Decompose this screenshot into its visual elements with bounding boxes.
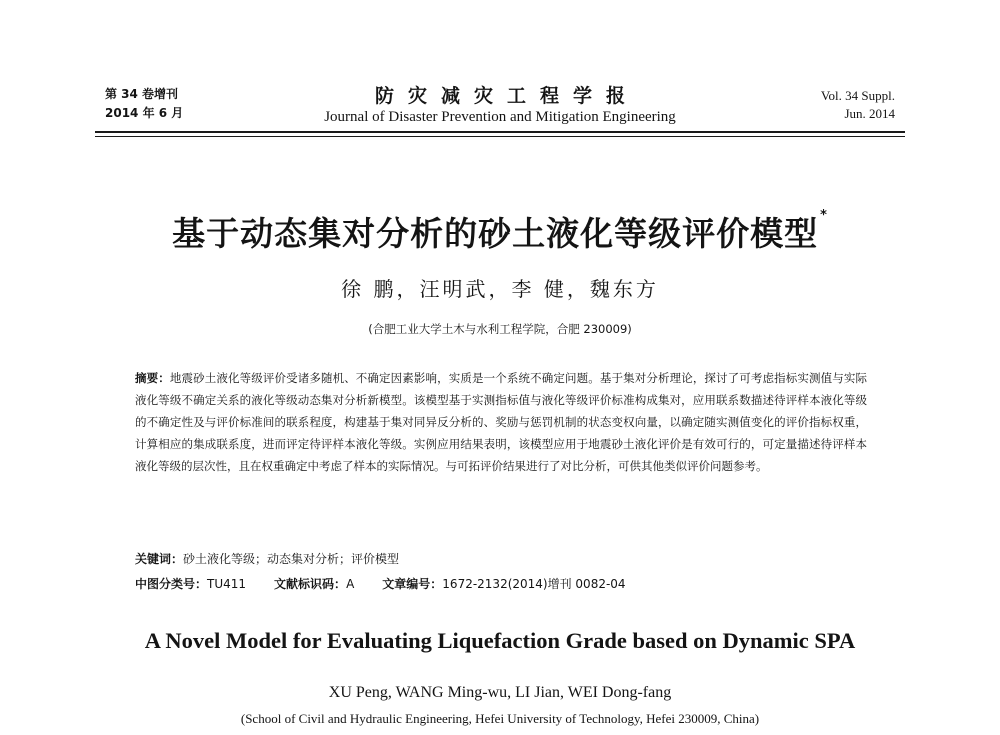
- keywords-text: 砂土液化等级；动态集对分析；评价模型: [183, 552, 400, 566]
- abstract-cn: [135, 367, 867, 477]
- journal-title-en: Journal of Disaster Prevention and Mitigation Engineering: [324, 109, 676, 125]
- journal-header: [105, 85, 895, 125]
- abstract-text: 地震砂土液化等级评价受诸多随机、不确定因素影响，实质是一个系统不确定问题。基于集对分析理论，探讨了可考虑指标实测值与实际液化等级不确定关系的液化等级动态集对分析新模型。该模型基于实测指标值与液化等级评价标准构成集对，应用联系数描述待评样本液化等级的不确定性及与评价标准间的联系程度，构建基于集对同异反分析的、奖励与惩罚机制的状态变权向量，以确定随实测值变化的评价指标权重，计算相应的集成联系度，进而评定待评样本液化等级。实例应用结果表明，该模型应用于地震砂土液化评价是有效可行的，可定量描述待评样本液化等级的层次性，且在权重确定中考虑了样本的实际情况。与可拓评价结果进行了对比分析，可供其他类似评价问题参考。: [135, 371, 868, 473]
- doc-code-label: 文献标识码：: [274, 577, 347, 591]
- article-no-value: 1672-2132(2014)增刊 0082-04: [442, 577, 626, 591]
- paper-title-en: A Novel Model for Evaluating Liquefaction Grade based on Dynamic SPA: [144, 628, 856, 653]
- issue-info-en: [821, 87, 895, 123]
- keywords-line: [135, 550, 399, 567]
- volume-label: 第 34 卷增刊: [105, 87, 179, 101]
- affiliation-cn: (合肥工业大学土木与水利工程学院，合肥 230009): [368, 322, 632, 336]
- title-text: 基于动态集对分析的砂土液化等级评价模型: [172, 214, 819, 253]
- article-no-label: 文章编号：: [382, 577, 443, 591]
- affiliation-en: (School of Civil and Hydraulic Engineering, Hefei University of Technology, Hefei 230009, China): [240, 711, 760, 726]
- date-label-en: Jun. 2014: [844, 106, 895, 121]
- abstract-label: 摘要：: [135, 371, 170, 385]
- journal-title-cn: 防灾减灾工程学报: [374, 85, 639, 107]
- header-rule-thick: [95, 131, 905, 133]
- clc-label: 中图分类号：: [135, 577, 208, 591]
- authors-en: XU Peng, WANG Ming-wu, LI Jian, WEI Dong-fang: [328, 684, 672, 701]
- classification-line: [135, 575, 626, 592]
- volume-label-en: Vol. 34 Suppl.: [820, 88, 895, 103]
- journal-title-block: [105, 85, 895, 127]
- title-footnote-mark: *: [820, 208, 828, 223]
- doc-code-value: A: [346, 577, 355, 591]
- keywords-label: 关键词：: [135, 552, 184, 566]
- authors-cn: 徐 鹏，汪明武，李 健，魏东方: [341, 277, 659, 301]
- paper-title-cn: [0, 208, 1000, 255]
- date-label: 2014 年 6 月: [105, 106, 184, 120]
- header-rule-thin: [95, 136, 905, 137]
- clc-value: TU411: [207, 577, 247, 591]
